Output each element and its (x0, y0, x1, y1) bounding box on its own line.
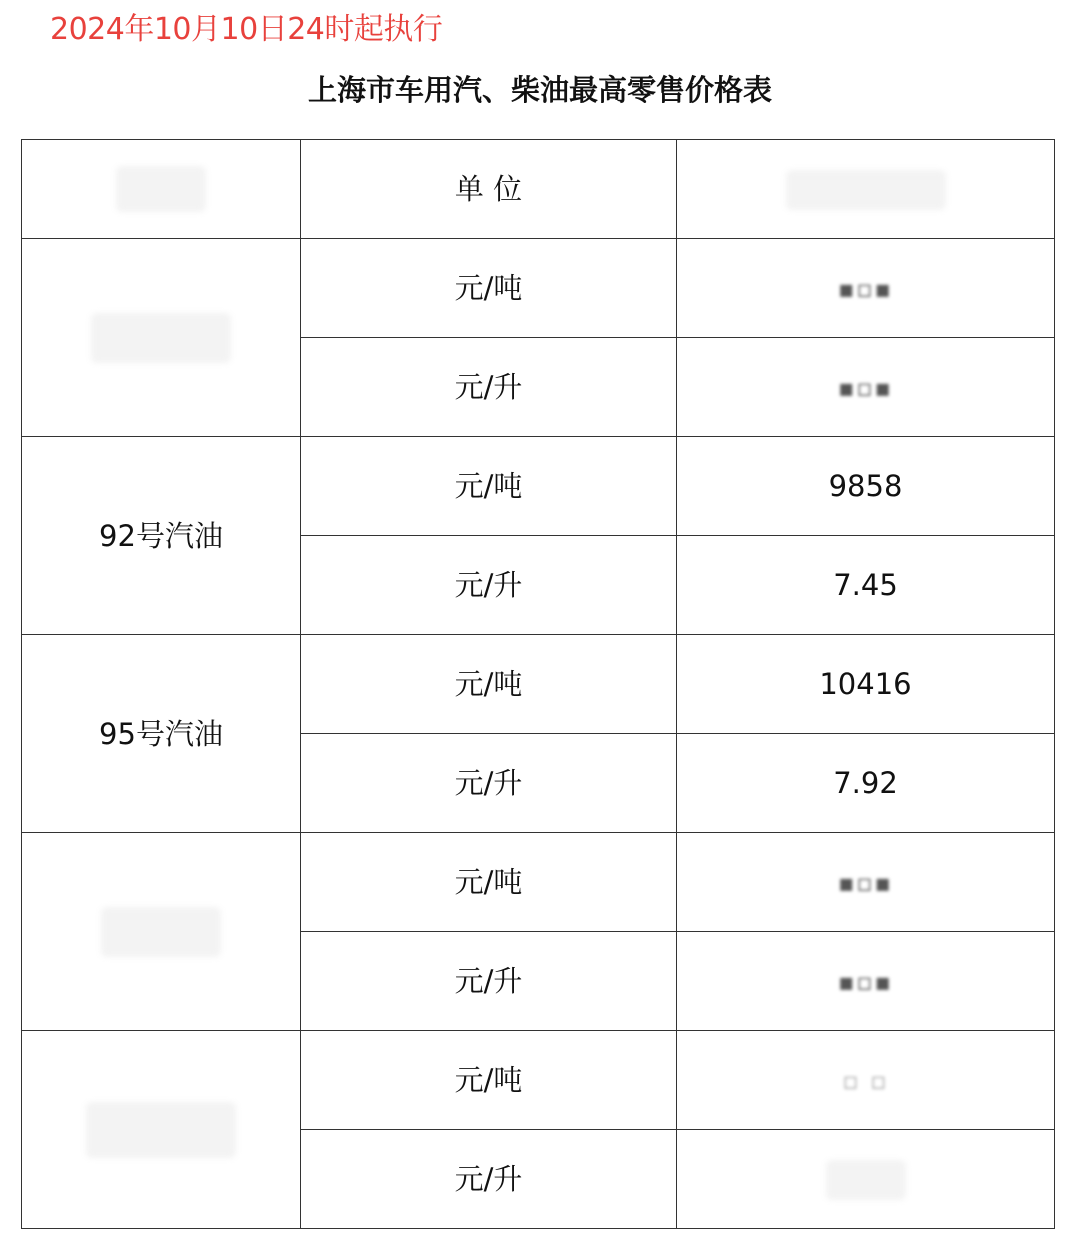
product-cell-redacted (22, 1031, 301, 1229)
redacted-value: ▪▫▪ (838, 869, 893, 897)
table-row (22, 635, 1055, 734)
redacted-value: ▪▫▪ (838, 275, 893, 303)
unit-cell-liter: 元/升 (301, 536, 677, 635)
redacted-value: ▪▫▪ (838, 374, 893, 402)
product-cell-redacted (22, 833, 301, 1031)
unit-cell-liter: 元/升 (301, 1130, 677, 1229)
redacted-patch (86, 1102, 236, 1158)
price-cell-ton: 9858 (677, 437, 1055, 536)
price-cell-liter: 7.92 (677, 734, 1055, 833)
product-cell-92: 92号汽油 (22, 437, 301, 635)
redacted-patch (116, 166, 206, 212)
product-cell-redacted (22, 239, 301, 437)
unit-cell-ton: 元/吨 (301, 1031, 677, 1130)
unit-cell-ton: 元/吨 (301, 239, 677, 338)
price-cell-redacted (677, 932, 1055, 1031)
price-cell-redacted (677, 1031, 1055, 1130)
price-cell-redacted (677, 833, 1055, 932)
redacted-patch (91, 313, 231, 363)
effective-date-note: 2024年10月10日24时起执行 (50, 12, 443, 47)
price-cell-redacted (677, 1130, 1055, 1229)
unit-cell-ton: 元/吨 (301, 437, 677, 536)
table-row (22, 437, 1055, 536)
price-cell-redacted (677, 338, 1055, 437)
unit-cell-liter: 元/升 (301, 338, 677, 437)
redacted-patch (101, 907, 221, 957)
unit-header-cell: 单 位 (301, 140, 677, 239)
redacted-value: ▪▫▪ (838, 968, 893, 996)
product-header-cell-redacted (22, 140, 301, 239)
product-cell-95: 95号汽油 (22, 635, 301, 833)
document-title: 上海市车用汽、柴油最高零售价格表 (307, 73, 772, 107)
redacted-patch (826, 1160, 906, 1200)
redacted-patch (786, 170, 946, 210)
table-row (22, 1031, 1055, 1130)
price-header-cell-redacted (677, 140, 1055, 239)
unit-cell-liter: 元/升 (301, 734, 677, 833)
unit-cell-ton: 元/吨 (301, 635, 677, 734)
table-header-row (22, 140, 1055, 239)
price-cell-redacted (677, 239, 1055, 338)
unit-cell-ton: 元/吨 (301, 833, 677, 932)
table-row (22, 833, 1055, 932)
price-cell-ton: 10416 (677, 635, 1055, 734)
table-row (22, 239, 1055, 338)
unit-cell-liter: 元/升 (301, 932, 677, 1031)
price-cell-liter: 7.45 (677, 536, 1055, 635)
redacted-value: ▫ ▫ (842, 1067, 889, 1095)
fuel-price-table (21, 139, 1055, 1229)
